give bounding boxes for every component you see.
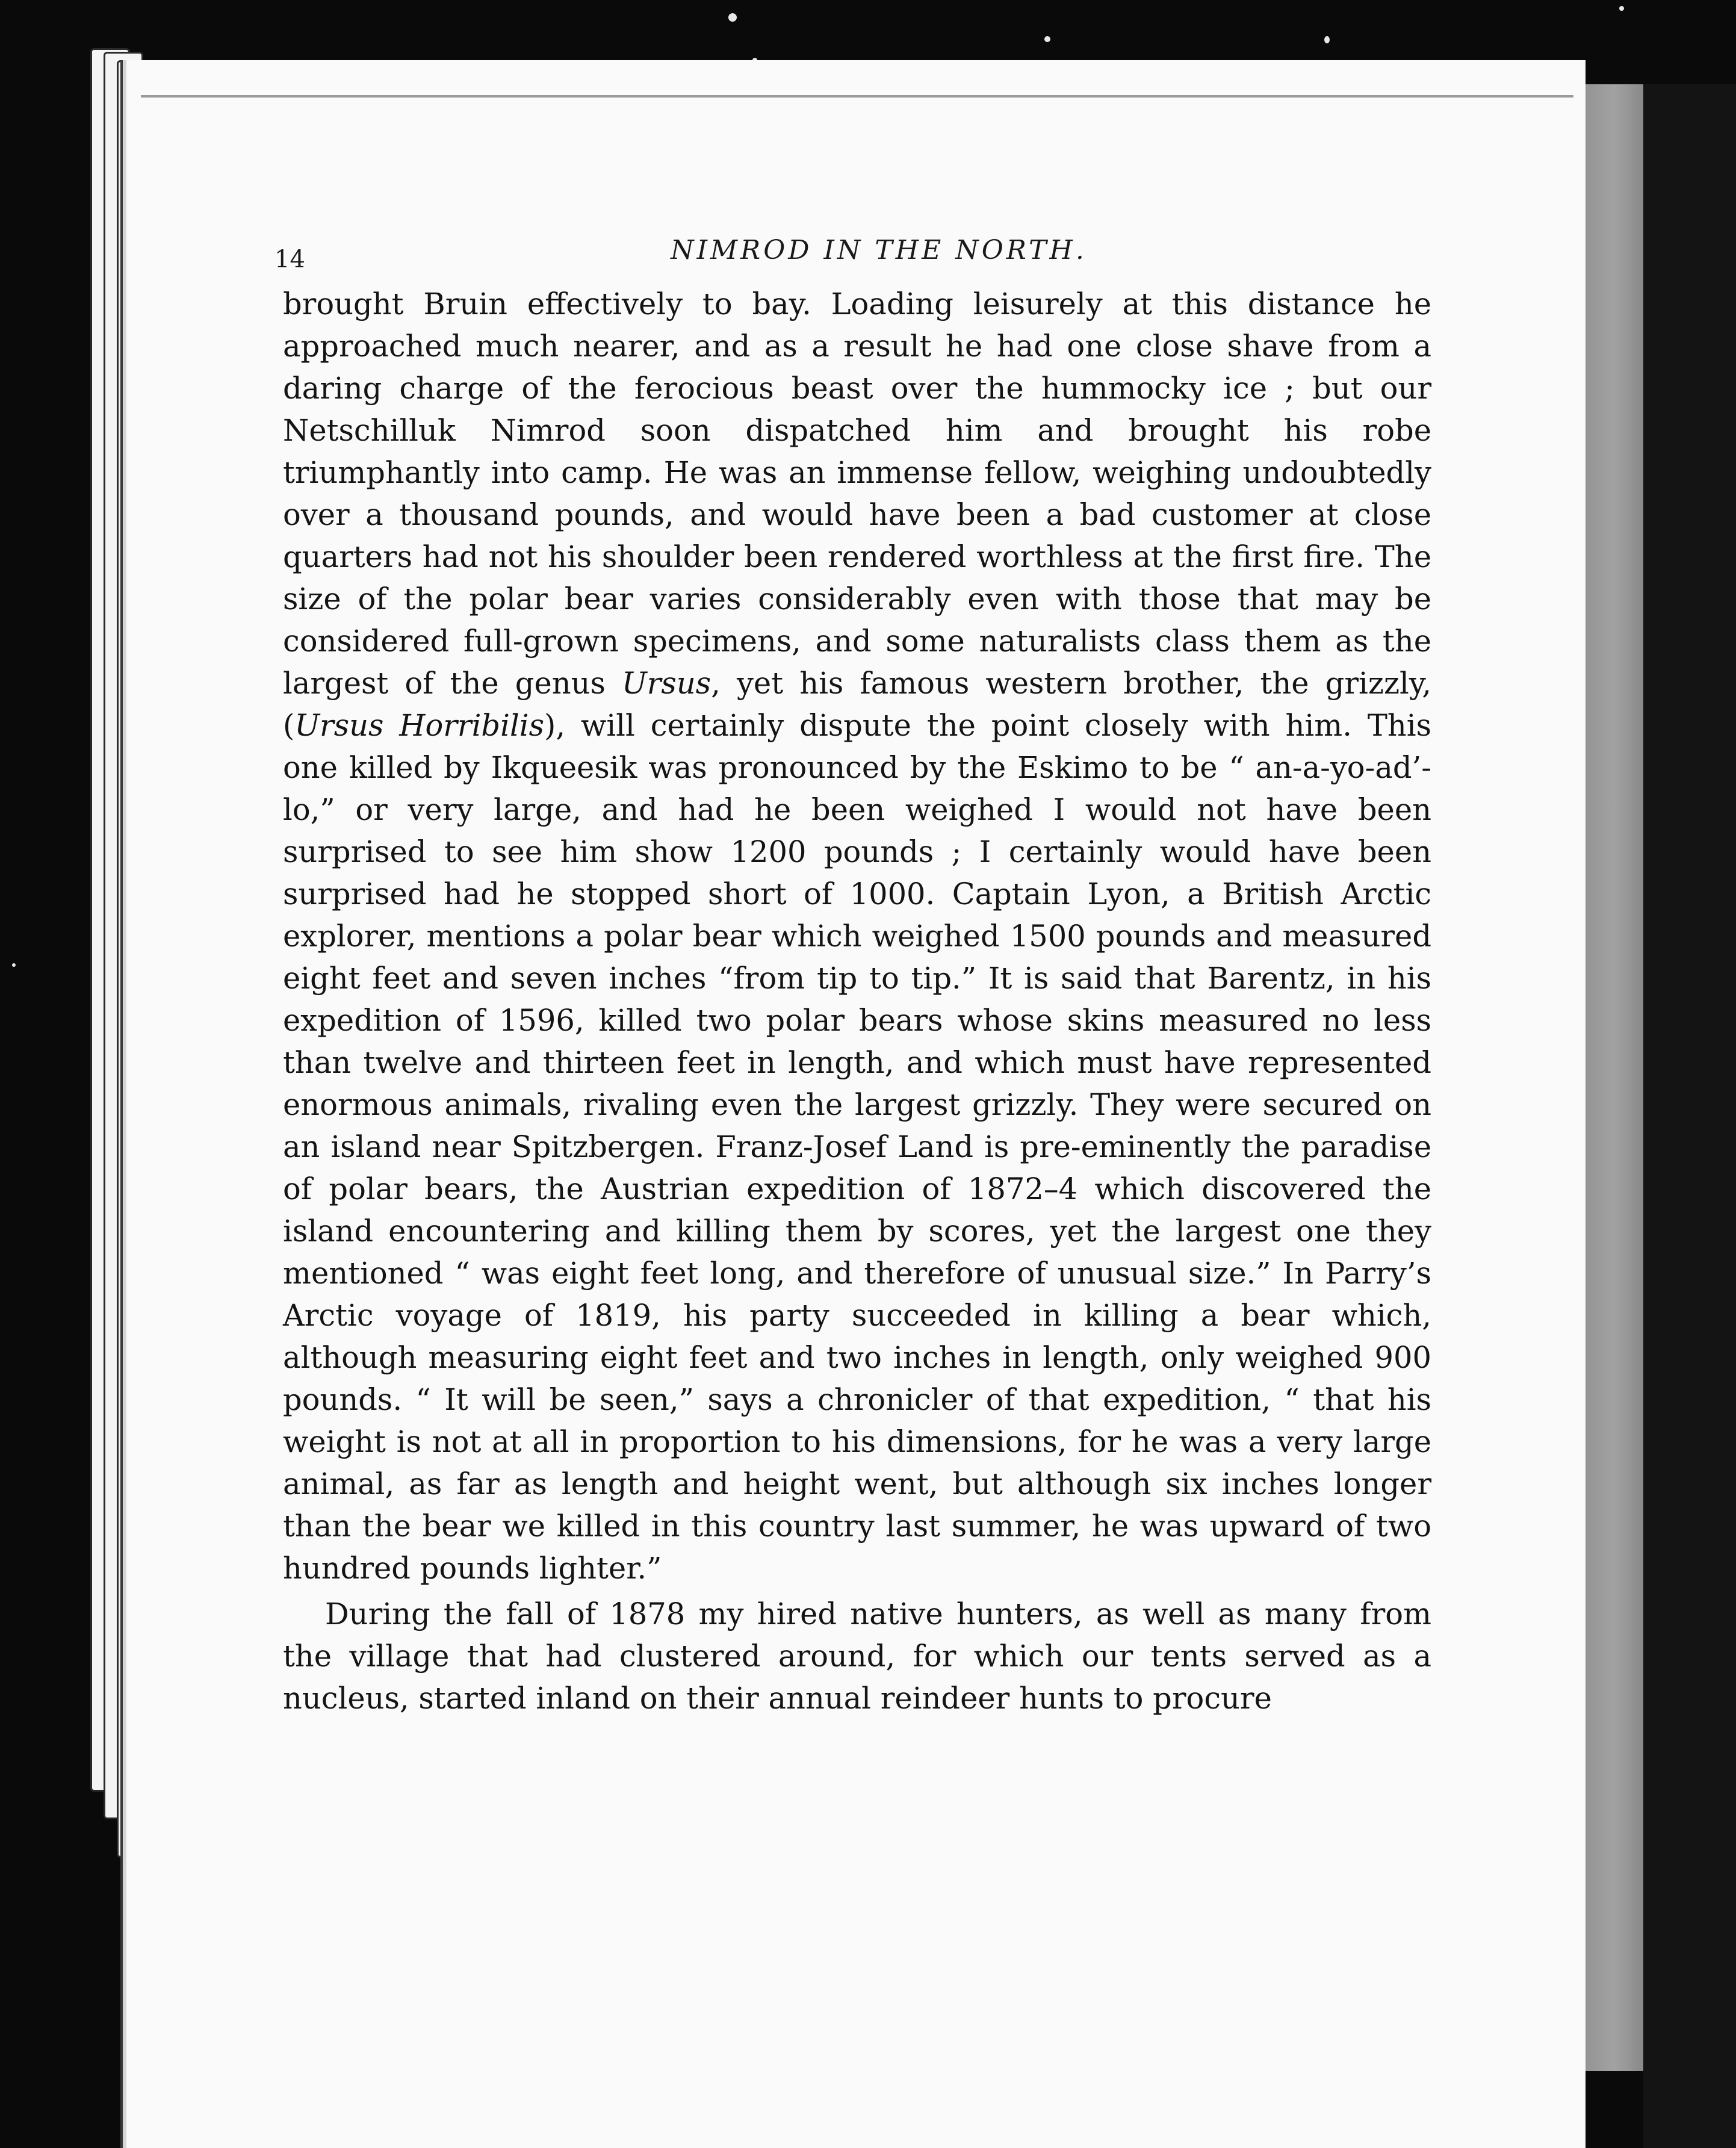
- paragraph: [283, 1593, 1431, 1719]
- running-title: NIMROD IN THE NORTH.: [671, 235, 1087, 265]
- scan-margin: [1643, 84, 1736, 2148]
- italic-text: Ursus Horribilis: [294, 708, 545, 743]
- text-segment: brought Bruin effectively to bay. Loading leisurely at this distance he approached much nearer, and as a result he had one close shave from a daring charge of the ferocious beast over the hummocky ice ; but our Netschilluk Nimrod soon dispatched him and brought his robe triumphantly into camp. He was an immense fellow, weighing undoubtedly over a thousand pounds, and would have been a bad customer at close quarters had not his shoulder been rendered worthless at the first fire. The size of the polar bear varies considerably even with those that may be considered full-grown specimens, and some naturalists class them as the largest of the genus: [283, 287, 1431, 701]
- paragraph: [283, 283, 1431, 1589]
- text-segment: , yet his famous western brother, the grizzly, (: [283, 666, 1432, 743]
- italic-text: Ursus: [622, 666, 711, 701]
- page-number: 14: [274, 246, 305, 273]
- body-text: [283, 283, 1431, 1719]
- page-top-rule: [141, 95, 1573, 98]
- text-segment: ), will certainly dispute the point closely with him. This one killed by Ikqueesik was pronounced by the Eskimo to be “ an-a-yo-ad’-lo,” or very large, and had he been weighed I would not have been surprised to see him show 1200 pounds ; I certainly would have been surprised had he stopped short of 1000. Captain Lyon, a British Arctic explorer, mentions a polar bear which weighed 1500 pounds and measured eight feet and seven inches “from tip to tip.” It is said that Barentz, in his expedition of 1596, killed two polar bears whose skins measured no less than twelve and thirteen feet in length, and which must have represented enormous animals, rivaling even the largest grizzly. They were secured on an island near Spitzbergen. Franz-Josef Land is pre-eminently the paradise of polar bears, the Austrian expedition of 1872–4 which discovered the island encountering and killing them by scores, yet the largest one they mentioned “ was eight feet long, and therefore of unusual size.” In Parry’s Arctic voyage of 1819, his party succeeded in killing a bear which, although measuring eight feet and two inches in length, only weighed 900 pounds. “ It will be seen,” says a chronicler of that expedition, “ that his weight is not at all in proportion to his dimensions, for he was a very large animal, as far as length and height went, but although six inches longer than the bear we killed in this country last summer, he was upward of two hundred pounds lighter.”: [283, 708, 1431, 1586]
- text-segment: During the fall of 1878 my hired native hunters, as well as many from the village that had clustered around, for which our tents served as a nucleus, started inland on their annual reindeer hunts to procure: [283, 1597, 1431, 1716]
